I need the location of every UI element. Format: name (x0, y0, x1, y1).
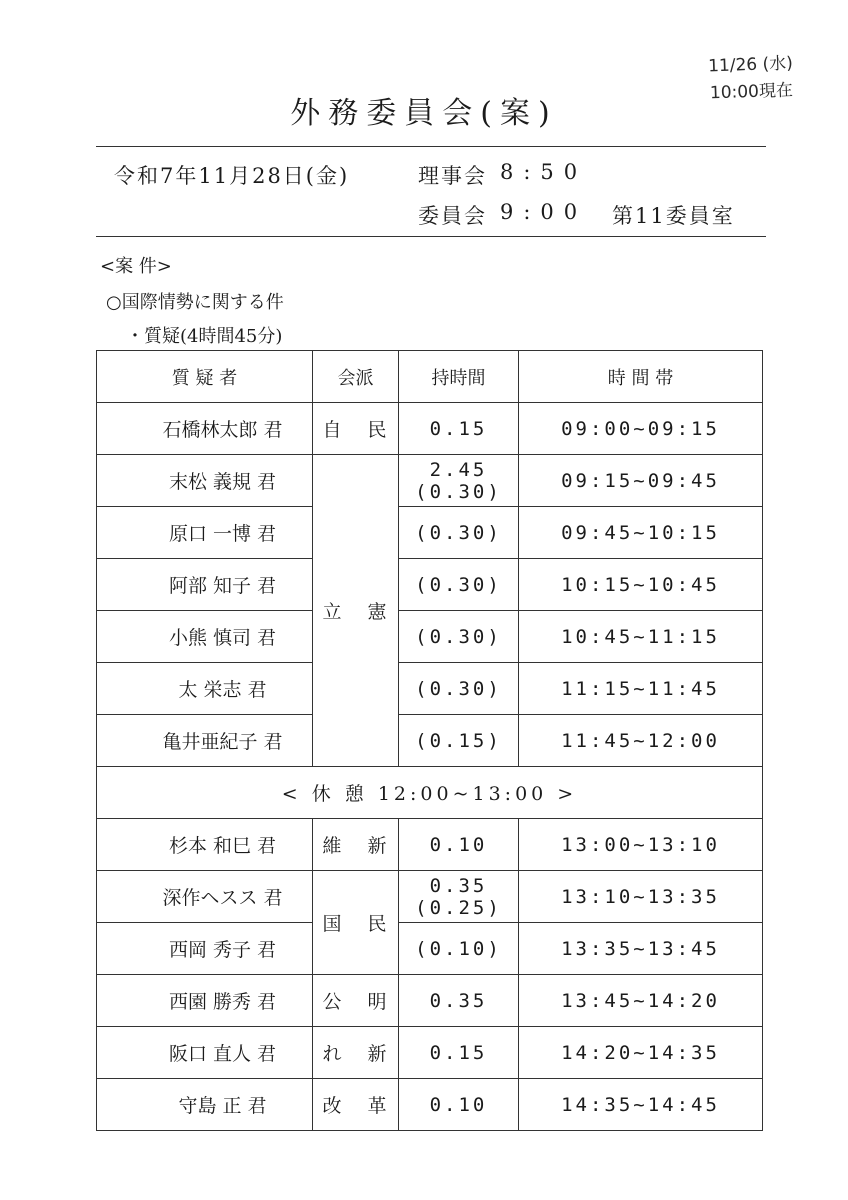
time-slot: 09:00~09:15 (519, 403, 763, 455)
agenda-heading: <案 件> (100, 256, 172, 277)
table-row (97, 611, 763, 663)
board-meeting-label: 理事会 (418, 164, 487, 188)
questioner-name: 阿部 知子 君 (97, 559, 313, 611)
table-row (97, 559, 763, 611)
time-slot: 14:35~14:45 (519, 1079, 763, 1131)
meeting-date: 令和7年11月28日(金) (114, 164, 350, 188)
allotted-time: 0.35 (0.25) (399, 871, 519, 923)
questioner-name: 深作ヘスス 君 (97, 871, 313, 923)
allotted-time: (0.30) (399, 611, 519, 663)
time-slot: 09:15~09:45 (519, 455, 763, 507)
table-row (97, 819, 763, 871)
party-name: 公 明 (313, 975, 399, 1027)
allotted-time: 2.45 (0.30) (399, 455, 519, 507)
time-slot: 13:35~13:45 (519, 923, 763, 975)
table-row (97, 507, 763, 559)
break-label: < 休 憩 12:00~13:00 > (97, 767, 763, 819)
time-slot: 10:15~10:45 (519, 559, 763, 611)
allotted-time: 0.15 (399, 1027, 519, 1079)
time-slot: 10:45~11:15 (519, 611, 763, 663)
questioner-name: 西岡 秀子 君 (97, 923, 313, 975)
title-rule (96, 146, 766, 147)
break-row (97, 767, 763, 819)
committee-room: 第11委員室 (612, 204, 735, 228)
party-name: 立 憲 (313, 455, 399, 767)
questioner-name: 末松 義規 君 (97, 455, 313, 507)
agenda-item: ○国際情勢に関する件 (106, 292, 284, 313)
questioner-name: 亀井亜紀子 君 (97, 715, 313, 767)
time-slot: 13:00~13:10 (519, 819, 763, 871)
committee-label: 委員会 (418, 204, 487, 228)
time-slot: 13:10~13:35 (519, 871, 763, 923)
table-row (97, 715, 763, 767)
time-slot: 14:20~14:35 (519, 1027, 763, 1079)
table-row (97, 1079, 763, 1131)
table-row (97, 871, 763, 923)
header-allotted-time: 持時間 (399, 351, 519, 403)
allotted-time: 0.10 (399, 1079, 519, 1131)
questioner-name: 杉本 和巳 君 (97, 819, 313, 871)
questioner-name: 西園 勝秀 君 (97, 975, 313, 1027)
questioner-name: 阪口 直人 君 (97, 1027, 313, 1079)
header-questioner: 質 疑 者 (97, 351, 313, 403)
table-row (97, 455, 763, 507)
allotted-time: 0.35 (399, 975, 519, 1027)
allotted-time: (0.15) (399, 715, 519, 767)
table-header-row (97, 351, 763, 403)
table-row (97, 923, 763, 975)
questioner-name: 石橋林太郎 君 (97, 403, 313, 455)
time-slot: 13:45~14:20 (519, 975, 763, 1027)
agenda-subitem: ・質疑(4時間45分) (126, 326, 283, 347)
questioner-name: 太 栄志 君 (97, 663, 313, 715)
questioner-schedule-table (96, 350, 763, 1131)
time-slot: 09:45~10:15 (519, 507, 763, 559)
party-name: 改 革 (313, 1079, 399, 1131)
committee-time: 9:00 (500, 200, 588, 224)
questioner-name: 小熊 慎司 君 (97, 611, 313, 663)
allotted-time: (0.30) (399, 559, 519, 611)
handwritten-note-time: 10:00現在 (709, 80, 794, 104)
table-row (97, 663, 763, 715)
party-name: 国 民 (313, 871, 399, 975)
allotted-time: (0.10) (399, 923, 519, 975)
allotted-time: (0.30) (399, 507, 519, 559)
party-name: 維 新 (313, 819, 399, 871)
allotted-time: (0.30) (399, 663, 519, 715)
allotted-time: 0.10 (399, 819, 519, 871)
page-title: 外務委員会(案) (290, 96, 558, 131)
header-rule (96, 236, 766, 237)
board-meeting-time: 8:50 (500, 160, 588, 184)
table-row (97, 1027, 763, 1079)
party-name: れ 新 (313, 1027, 399, 1079)
handwritten-note-date: 11/26 (水) (707, 53, 794, 77)
table-row (97, 975, 763, 1027)
time-slot: 11:45~12:00 (519, 715, 763, 767)
questioner-name: 原口 一博 君 (97, 507, 313, 559)
allotted-time: 0.15 (399, 403, 519, 455)
time-slot: 11:15~11:45 (519, 663, 763, 715)
header-time-slot: 時 間 帯 (519, 351, 763, 403)
header-party: 会派 (313, 351, 399, 403)
table-row (97, 403, 763, 455)
party-name: 自 民 (313, 403, 399, 455)
questioner-name: 守島 正 君 (97, 1079, 313, 1131)
